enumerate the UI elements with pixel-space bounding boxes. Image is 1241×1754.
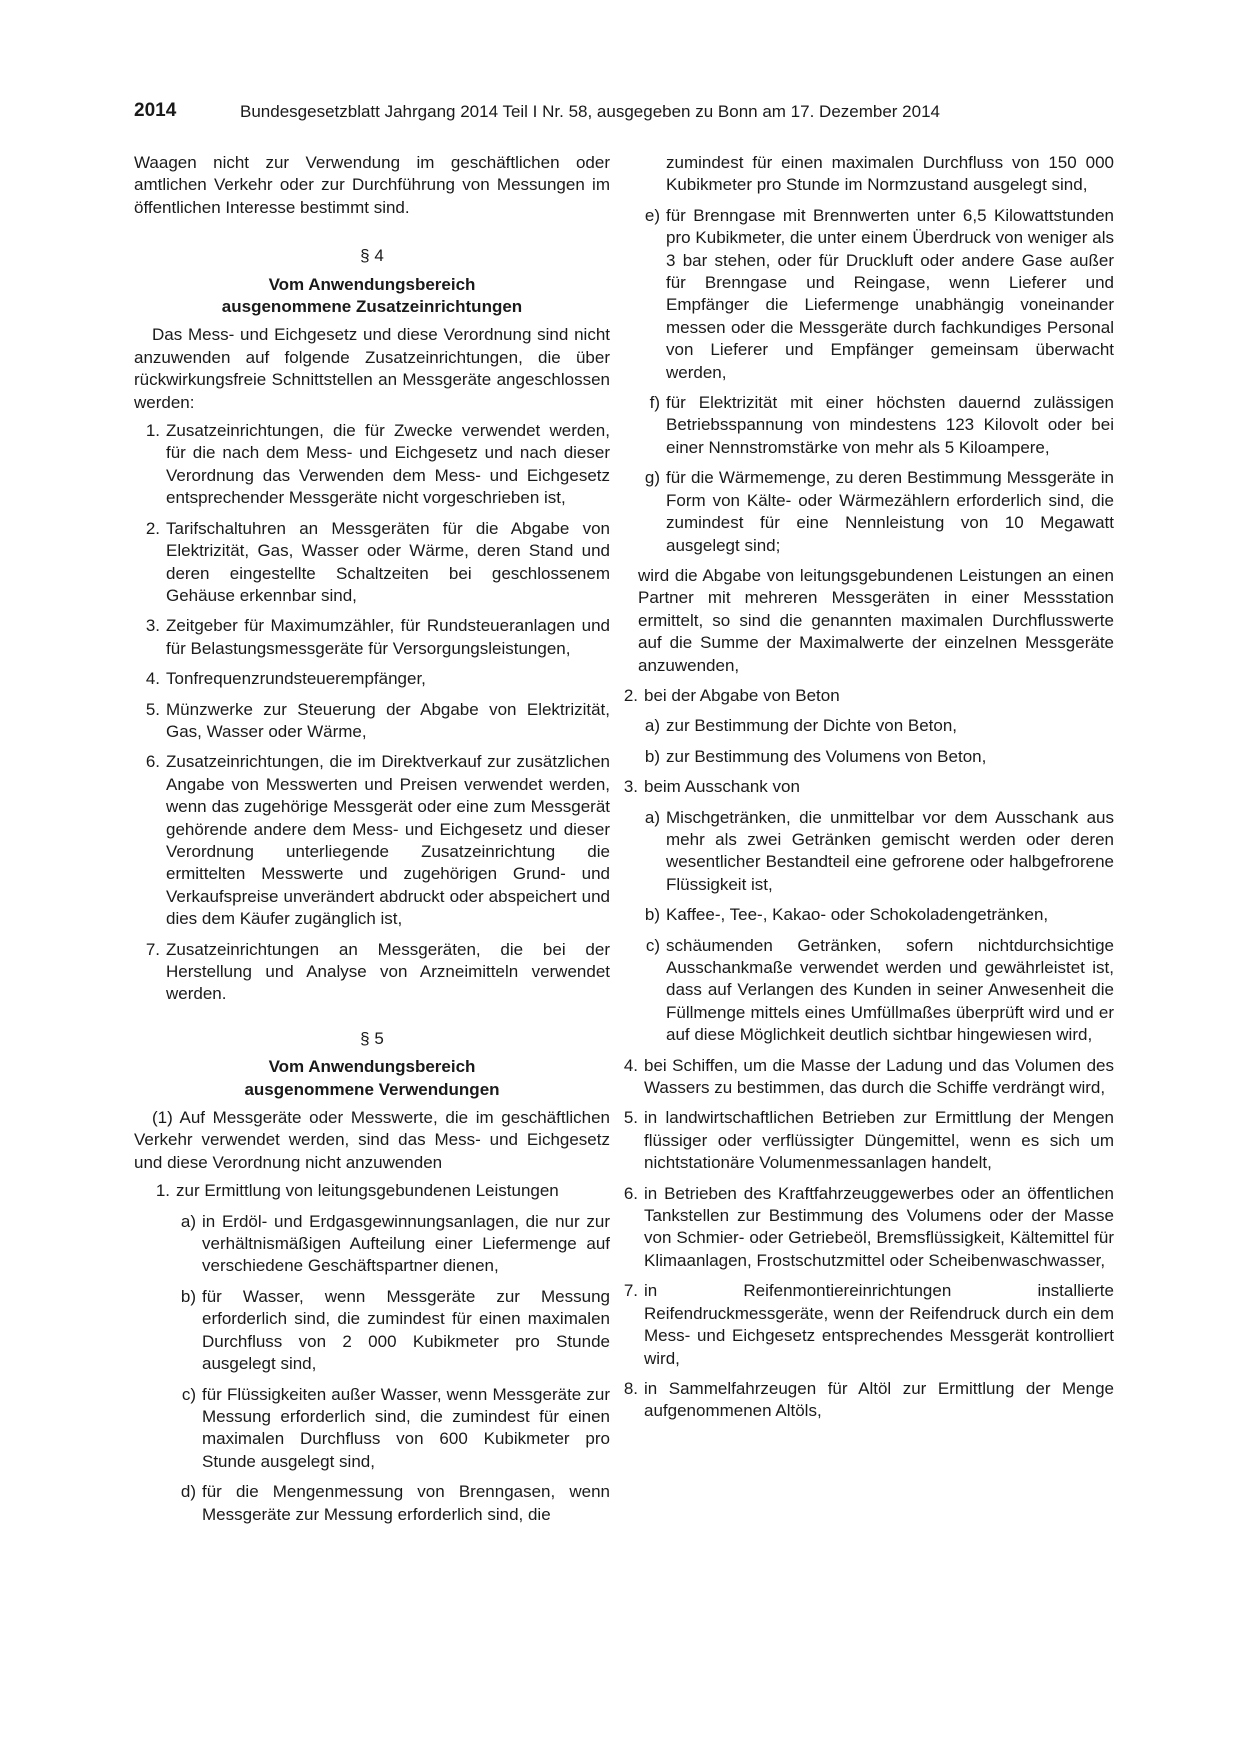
sub-list-item-text: für Flüssigkeiten außer Wasser, wenn Messgeräte zur Messung erforderlich sind, die zumindest für einen maximalen Durchfluss von 600 Kubikmeter pro Stunde ausgelegt sind, xyxy=(202,1384,610,1471)
list-item-text: Zusatzeinrichtungen an Messgeräten, die bei der Herstellung und Analyse von Arzneimitteln verwendet werden. xyxy=(166,939,610,1004)
sub-list-item xyxy=(638,904,1114,926)
sub-list-item xyxy=(134,1211,610,1278)
section-4-heading xyxy=(134,274,610,319)
section-5-heading-line1: Vom Anwendungsbereich xyxy=(268,1057,476,1077)
section-4-heading-line2: ausgenommene Zusatzeinrichtungen xyxy=(221,297,523,317)
list-item-label: 1. xyxy=(155,1181,170,1201)
sub-list-item-label: c) xyxy=(645,935,660,955)
list-item xyxy=(614,1183,1114,1273)
list-item xyxy=(614,1378,1114,1423)
list-item xyxy=(614,685,1114,707)
list-item-text: Zusatzeinrichtungen, die für Zwecke verwendet werden, für die nach dem Mess- und Eichgesetz und nach dieser Verordnung das Verwenden dem Mess- und Eichgesetz entsprechender Messgeräte nicht vorgeschrieben ist, xyxy=(166,421,610,508)
list-item-label: 2. xyxy=(145,518,160,538)
list-item-text: Zusatzeinrichtungen, die im Direktverkauf zur zusätzlichen Angabe von Messwerten und Preisen verwendet werden, wenn das zugehörige Messgerät oder eine zum Messgerät gehörende andere dem Mess- und Eichgesetz und dieser Verordnung unterliegende Zusatzeinrichtung die ermittelten Messwerte und zugehörigen Grund- und Verkaufspreise unverändert abdruckt oder abspeichert und dies dem Käufer zugänglich ist, xyxy=(166,752,610,929)
sub-list-item-text: zur Bestimmung des Volumens von Beton, xyxy=(666,746,987,766)
intro-paragraph: Waagen nicht zur Verwendung im geschäftlichen oder amtlichen Verkehr oder zur Durchführung von Messungen im öffentlichen Interesse bestimmt sind. xyxy=(134,153,610,217)
sub-list-item-label: e) xyxy=(644,205,660,225)
sub-list-item xyxy=(638,746,1114,768)
sub-list-item-label: b) xyxy=(644,746,660,766)
list-item-label: 3. xyxy=(623,777,638,797)
list-item-label: 6. xyxy=(623,1183,638,1203)
list-item-text: Tarifschaltuhren an Messgeräten für die Abgabe von Elektrizität, Gas, Wasser oder Wärme, deren Stand und deren eingestellte Schaltzeiten bei geschlossenem Gehäuse erkennbar sind, xyxy=(166,518,610,605)
list-item-label: 5. xyxy=(145,699,160,719)
closing-paragraph: wird die Abgabe von leitungsgebundenen Leistungen an einen Partner mit mehreren Messgeräten in einer Messstation ermittelt, so sind die genannten maximalen Durchflusswerte auf die Summe der Maximalwerte der einzelnen Messgeräte anzuwenden, xyxy=(638,565,1114,675)
sub-list-item-text: für Wasser, wenn Messgeräte zur Messung erforderlich sind, die zumindest für einen maximalen Durchfluss von 2 000 Kubikmeter pro Stunde ausgelegt sind, xyxy=(202,1286,610,1374)
page-header xyxy=(134,100,1014,130)
sub-list-item-label: a) xyxy=(644,807,660,827)
list-item-text: in Reifenmontiereinrichtungen installierte Reifendruckmessgeräte, wenn der Reifendruck durch ein dem Mess- und Eichgesetz entsprechendes Messgerät kontrolliert wird, xyxy=(644,1281,1114,1368)
sub-list-item-text: Mischgetränken, die unmittelbar vor dem Ausschank aus mehr als zwei Getränken gemischt werden oder deren wesentlicher Bestandteil eine gefrorene oder halbgefrorene Flüssigkeit ist, xyxy=(666,807,1114,894)
sub-list-item-text: schäumenden Getränken, sofern nichtdurchsichtige Ausschankmaße verwendet werden und gewährleistet ist, dass auf Verlangen des Kunden in seiner Anwesenheit die Füllmenge mittels eines Umfüllmaßes überprüft wird und er auf diese Möglichkeit deutlich sichtbar hingewiesen wird, xyxy=(666,935,1114,1045)
sub-list-item-label: c) xyxy=(181,1384,196,1404)
section-4-heading-line1: Vom Anwendungsbereich xyxy=(268,274,476,294)
sub-list-item-text: zur Bestimmung der Dichte von Beton, xyxy=(666,716,958,736)
list-item-label: 7. xyxy=(145,939,160,959)
list-item-text: bei der Abgabe von Beton xyxy=(644,685,840,705)
list-item-text: in Betrieben des Kraftfahrzeuggewerbes oder an öffentlichen Tankstellen zur Bestimmung des Volumens oder der Masse von Schmier- oder Getriebeöl, Bremsflüssigkeit, Kältemittel für Klimaanlagen, Frostschutzmittel oder Scheibenwaschwasser, xyxy=(644,1183,1114,1270)
sub-list-item-text: für die Mengenmessung von Brenngasen, wenn Messgeräte zur Messung erforderlich sind, die xyxy=(202,1482,610,1524)
list-item-label: 4. xyxy=(623,1055,638,1075)
header-title: Bundesgesetzblatt Jahrgang 2014 Teil I Nr. 58, ausgegeben zu Bonn am 17. Dezember 2014 xyxy=(240,102,940,121)
list-item-label: 7. xyxy=(623,1281,638,1301)
list-item-text: in Sammelfahrzeugen für Altöl zur Ermittlung der Menge aufgenommenen Altöls, xyxy=(644,1378,1114,1421)
sub-list-item xyxy=(638,467,1114,557)
list-item xyxy=(134,518,610,608)
list-item xyxy=(614,1107,1114,1174)
list-item-label: 3. xyxy=(145,616,160,636)
left-column xyxy=(134,152,610,1534)
list-item-label: 4. xyxy=(145,669,160,689)
sub-list-item-text: für Elektrizität mit einer höchsten dauernd zulässigen Betriebsspannung von mindestens 123 Kilovolt oder bei einer Nennstromstärke von mehr als 5 Kiloampere, xyxy=(666,393,1114,457)
section-5-heading xyxy=(134,1056,610,1101)
sub-list-item xyxy=(134,1286,610,1376)
sub-list-item-label: b) xyxy=(180,1286,196,1306)
list-item-label: 2. xyxy=(623,685,638,705)
page-number: 2014 xyxy=(134,100,177,121)
section-4-lead: Das Mess- und Eichgesetz und diese Verordnung sind nicht anzuwenden auf folgende Zusatzeinrichtungen, die über rückwirkungsfreie Schnittstellen an Messgeräte angeschlossen werden: xyxy=(134,325,610,412)
list-item xyxy=(614,1055,1114,1100)
list-item-text: Münzwerke zur Steuerung der Abgabe von Elektrizität, Gas, Wasser oder Wärme, xyxy=(166,699,610,741)
list-item-text: in landwirtschaftlichen Betrieben zur Ermittlung der Mengen flüssiger oder verflüssigter Düngemittel, wenn es sich um nichtstationäre Volumenmessanlagen handelt, xyxy=(644,1108,1114,1173)
list-item-label: 6. xyxy=(145,752,160,772)
list-item-label: 1. xyxy=(145,421,160,441)
sub-list-item-label: f) xyxy=(649,393,660,413)
sub-list-item xyxy=(134,1481,610,1526)
list-item-label: 5. xyxy=(623,1108,638,1128)
section-5-lead: (1) Auf Messgeräte oder Messwerte, die im geschäftlichen Verkehr verwendet werden, sind das Mess- und Eichgesetz und diese Verordnung nicht anzuwenden xyxy=(134,1108,610,1172)
section-4-number: § 4 xyxy=(360,246,384,266)
sub-list-item-text: zumindest für einen maximalen Durchfluss von 150 000 Kubikmeter pro Stunde im Normzustand ausgelegt sind, xyxy=(666,153,1114,195)
sub-list-item-label: d) xyxy=(180,1482,196,1502)
sub-list-item-text: für Brenngase mit Brennwerten unter 6,5 Kilowattstunden pro Kubikmeter, die unter einem Überdruck von weniger als 3 bar stehen, oder für Druckluft oder andere Gase außer für Brenngase und Reingase, wenn Lieferer und Empfänger die Liefermenge unabhängig voneinander messen oder die Messgeräte durch fachkundiges Personal von Lieferer und Empfänger gemeinsam überwacht werden, xyxy=(666,205,1114,382)
list-item xyxy=(134,939,610,1006)
list-item xyxy=(614,776,1114,798)
list-item-text: bei Schiffen, um die Masse der Ladung und das Volumen des Wassers zu bestimmen, das durch die Schiffe verdrängt wird, xyxy=(644,1055,1114,1098)
sub-list-item xyxy=(638,205,1114,384)
sub-list-item-text: für die Wärmemenge, zu deren Bestimmung Messgeräte in Form von Kälte- oder Wärmezählern erforderlich sind, die zumindest für eine Nennleistung von 10 Megawatt ausgelegt sind; xyxy=(666,468,1114,555)
list-item-text: beim Ausschank von xyxy=(644,777,800,797)
sub-list-item-continued xyxy=(638,152,1114,197)
sub-list-item xyxy=(638,392,1114,459)
list-item-text: Tonfrequenzrundsteuerempfänger, xyxy=(166,669,426,689)
section-5-heading-line2: ausgenommene Verwendungen xyxy=(244,1079,500,1099)
list-item xyxy=(134,615,610,660)
sub-list-item xyxy=(134,1384,610,1474)
list-item xyxy=(134,668,610,690)
list-item xyxy=(614,1280,1114,1370)
section-5-number: § 5 xyxy=(360,1028,384,1048)
list-item xyxy=(134,420,610,510)
sub-list-item-label: a) xyxy=(180,1211,196,1231)
sub-list-item-label: g) xyxy=(644,468,660,488)
list-item-text: Zeitgeber für Maximumzähler, für Rundsteueranlagen und für Belastungsmessgeräte für Versorgungsleistungen, xyxy=(166,616,610,658)
sub-list-item-text: in Erdöl- und Erdgasgewinnungsanlagen, die nur zur verhältnismäßigen Aufteilung einer Liefermenge auf verschiedene Geschäftspartner dienen, xyxy=(202,1211,610,1276)
list-item-text: zur Ermittlung von leitungsgebundenen Leistungen xyxy=(176,1181,559,1201)
sub-list-item-label: b) xyxy=(644,905,660,925)
list-item xyxy=(134,1180,610,1202)
sub-list-item xyxy=(638,807,1114,897)
right-column xyxy=(623,152,1114,1431)
list-item-label: 8. xyxy=(623,1378,638,1398)
sub-list-item-label: a) xyxy=(644,716,660,736)
list-item xyxy=(134,751,610,930)
sub-list-item xyxy=(638,715,1114,737)
sub-list-item-text: Kaffee-, Tee-, Kakao- oder Schokoladengetränken, xyxy=(666,905,1049,925)
sub-list-item xyxy=(638,935,1114,1047)
list-item xyxy=(134,699,610,744)
